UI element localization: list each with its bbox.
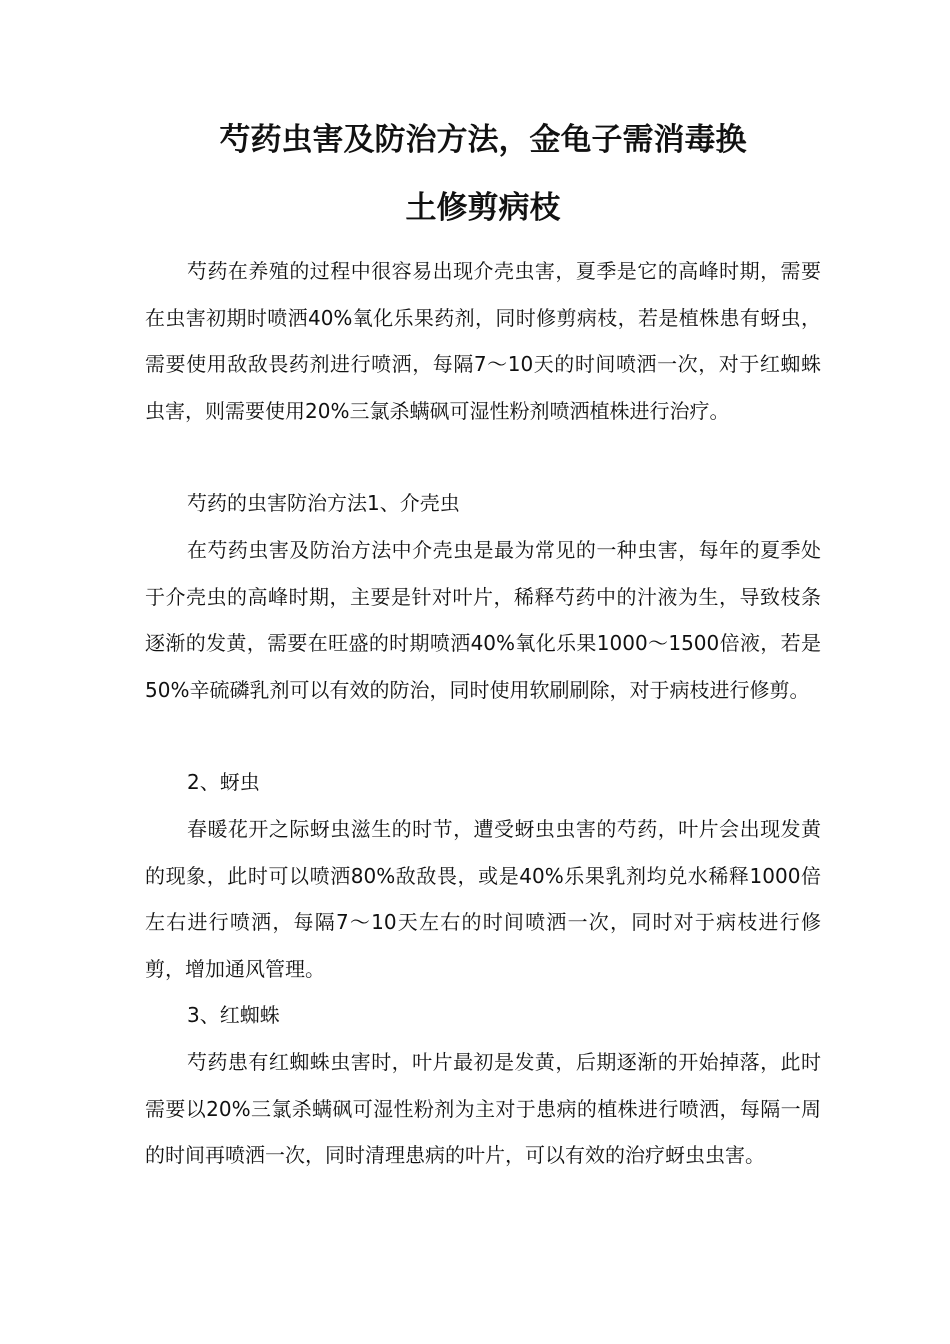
- heading-scale-insect: 芍药的虫害防治方法1、介壳虫: [187, 491, 460, 515]
- paragraph-aphid: 春暖花开之际蚜虫滋生的时节，遭受蚜虫虫害的芍药，叶片会出现发黄的现象，此时可以喷洒80%敌敌畏，或是40%乐果乳剂均兑水稀释1000倍左右进行喷洒，每隔7～10天左右的时间喷洒一次，同时对于病枝进行修剪，增加通风管理。: [145, 817, 821, 981]
- document-title-line-2: 土修剪病枝: [405, 190, 561, 226]
- paragraph-scale-insect: 在芍药虫害及防治方法中介壳虫是最为常见的一种虫害，每年的夏季处于介壳虫的高峰时期，主要是针对叶片，稀释芍药中的汁液为生，导致枝条逐渐的发黄，需要在旺盛的时期喷洒40%氧化乐果1000～1500倍液，若是50%辛硫磷乳剂可以有效的防治，同时使用软刷刷除，对于病枝进行修剪。: [145, 538, 821, 702]
- heading-red-spider: 3、红蜘蛛: [187, 1003, 280, 1027]
- document-title-line-1: 芍药虫害及防治方法，金龟子需消毒换: [219, 122, 747, 158]
- heading-aphid: 2、蚜虫: [187, 770, 260, 794]
- paragraph-red-spider: 芍药患有红蜘蛛虫害时，叶片最初是发黄，后期逐渐的开始掉落，此时需要以20%三氯杀螨砜可湿性粉剂为主对于患病的植株进行喷洒，每隔一周的时间再喷洒一次，同时清理患病的叶片，可以有效的治疗蚜虫虫害。: [145, 1050, 821, 1167]
- paragraph-intro: 芍药在养殖的过程中很容易出现介壳虫害，夏季是它的高峰时期，需要在虫害初期时喷洒40%氧化乐果药剂，同时修剪病枝，若是植株患有蚜虫，需要使用敌敌畏药剂进行喷洒，每隔7～10天的时间喷洒一次，对于红蜘蛛虫害，则需要使用20%三氯杀螨砜可湿性粉剂喷洒植株进行治疗。: [145, 259, 821, 423]
